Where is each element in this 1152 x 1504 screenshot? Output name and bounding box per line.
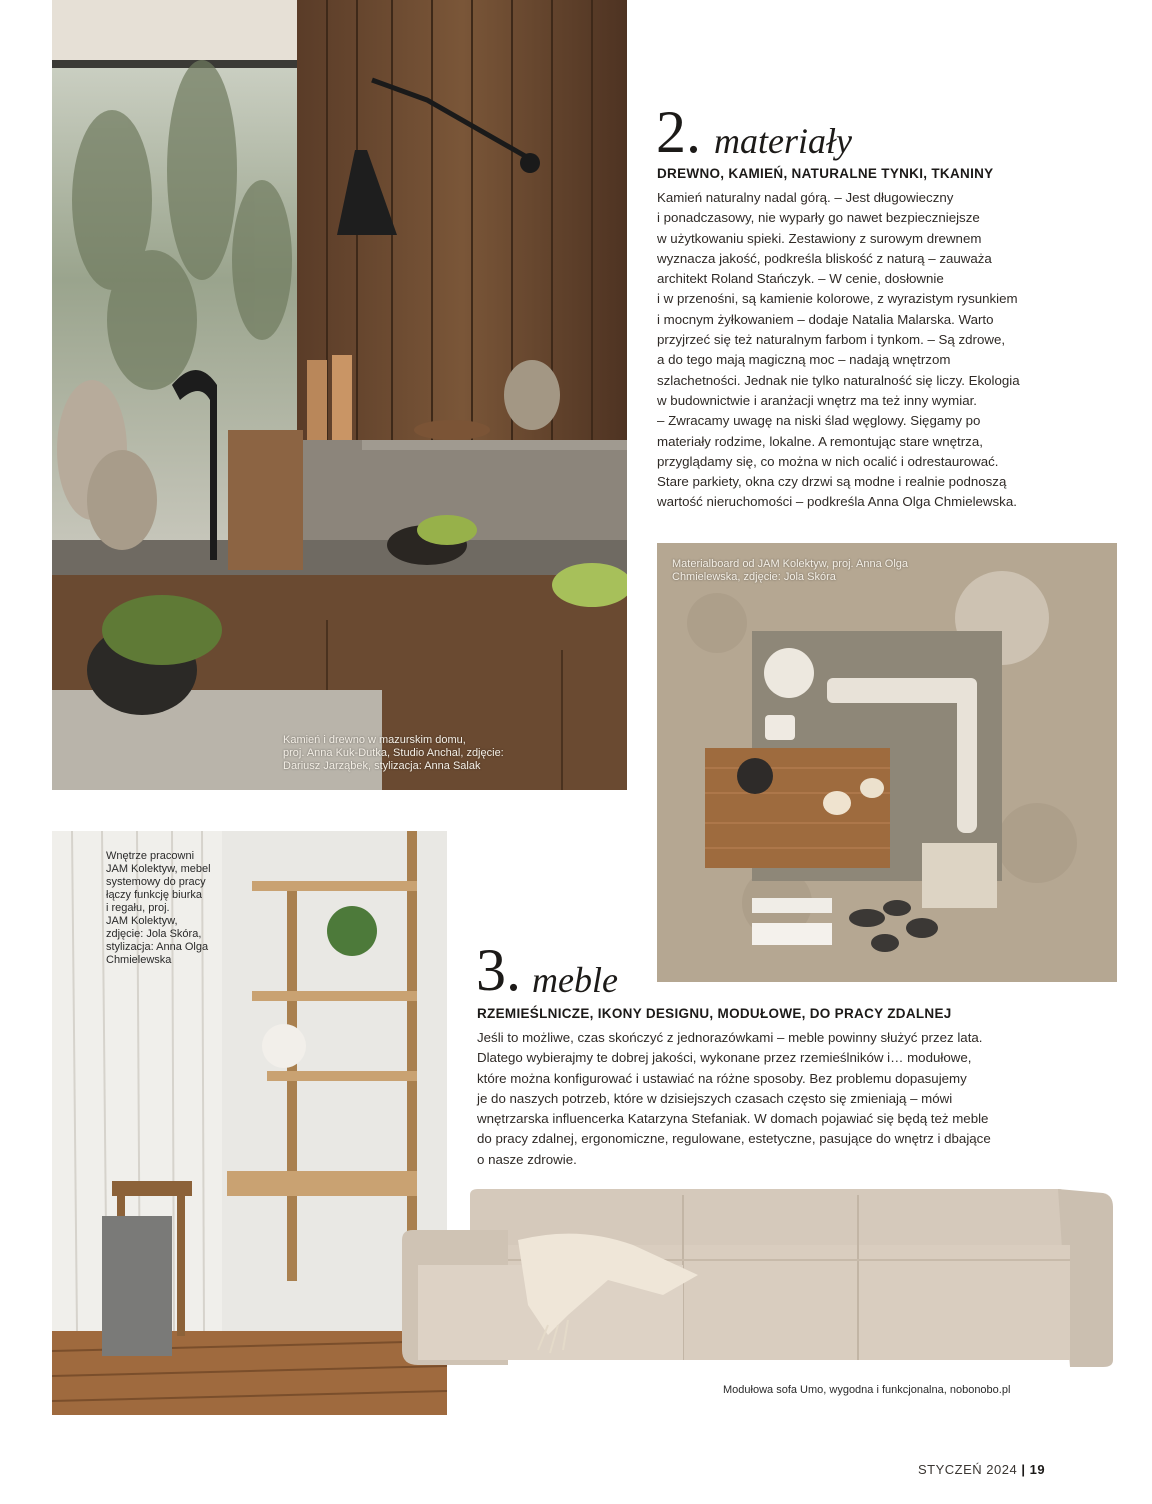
- section2-number: 2.: [656, 99, 701, 165]
- workroom-caption: Wnętrze pracowni JAM Kolektyw, mebel systemowy do pracy łączy funkcję biurka i regału, proj. JAM Kolektyw, zdjęcie: Jola Skóra, stylizacja: Anna Olga Chmielewska: [106, 850, 211, 966]
- kitchen-caption: Kamień i drewno w mazurskim domu, proj. Anna Kuk-Dutka, Studio Anchal, zdjęcie: Dariusz Jarząbek, stylizacja: Anna Salak: [283, 734, 504, 772]
- kitchen-photo: [52, 0, 627, 790]
- section3-number: 3.: [476, 937, 521, 1003]
- footer-month: STYCZEŃ 2024: [918, 1462, 1018, 1477]
- sofa-caption: Modułowa sofa Umo, wygodna i funkcjonalna, nobonobo.pl: [723, 1384, 1011, 1396]
- section3-subtitle: RZEMIEŚLNICZE, IKONY DESIGNU, MODUŁOWE, DO PRACY ZDALNEJ: [477, 1006, 952, 1021]
- section2-body: Kamień naturalny nadal górą. – Jest długowieczny i ponadczasowy, nie wyparły go nawet bezpieczniejsze w użytkowaniu spieki. Zestawiony z surowym drewnem wyznacza jakość, podkreśla bliskość z naturą – zauważa architekt Roland Stańczyk. – W cenie, dosłownie i w przenośni, są kamienie kolorowe, z wyrazistym rysunkiem i mocnym żyłkowaniem – dodaje Natalia Malarska. Warto przyjrzeć się też naturalnym farbom i tynkom. – Są zdrowe, a do tego mają magiczną moc – nadają wnętrzom szlachetności. Jednak nie tylko naturalność się liczy. Ekologia w budownictwie i aranżacji wnętrz ma też inny wymiar. – Zwracamy uwagę na niski ślad węglowy. Sięgamy po materiały rodzime, lokalne. A remontując stare wnętrza, przyglądamy się, co można w nich ocalić i odrestaurować. Stare parkiety, okna czy drzwi są modne i realnie podnoszą wartość nieruchomości – podkreśla Anna Olga Chmielewska.: [657, 190, 1020, 510]
- section3-body: Jeśli to możliwe, czas skończyć z jednorazówkami – meble powinny służyć przez lata. Dlatego wybierajmy te dobrej jakości, wykonane przez rzemieślników i… modułowe, które można konfigurować i ustawiać na różne sposoby. Bez problemu dopasujemy je do naszych potrzeb, które w dzisiejszych czasach często się zmieniają – mówi wnętrzarska influencerka Katarzyna Stefaniak. W domach pojawiać się będą też meble do pracy zdalnej, ergonomiczne, regulowane, estetyczne, pasujące do wnętrz i dbające o nasze zdrowie.: [477, 1030, 991, 1167]
- page-number: 19: [1029, 1462, 1046, 1477]
- materialboard-photo: [657, 543, 1117, 982]
- section2-word: materiały: [714, 121, 852, 161]
- sofa-photo: [398, 1185, 1116, 1375]
- page-footer: [918, 1462, 1045, 1477]
- materialboard-caption: Materialboard od JAM Kolektyw, proj. Anna Olga Chmielewska, zdjęcie: Jola Skóra: [672, 558, 909, 583]
- section3-word: meble: [532, 960, 618, 1000]
- section2-subtitle: DREWNO, KAMIEŃ, NATURALNE TYNKI, TKANINY: [657, 166, 994, 181]
- footer-separator: |: [1021, 1462, 1026, 1477]
